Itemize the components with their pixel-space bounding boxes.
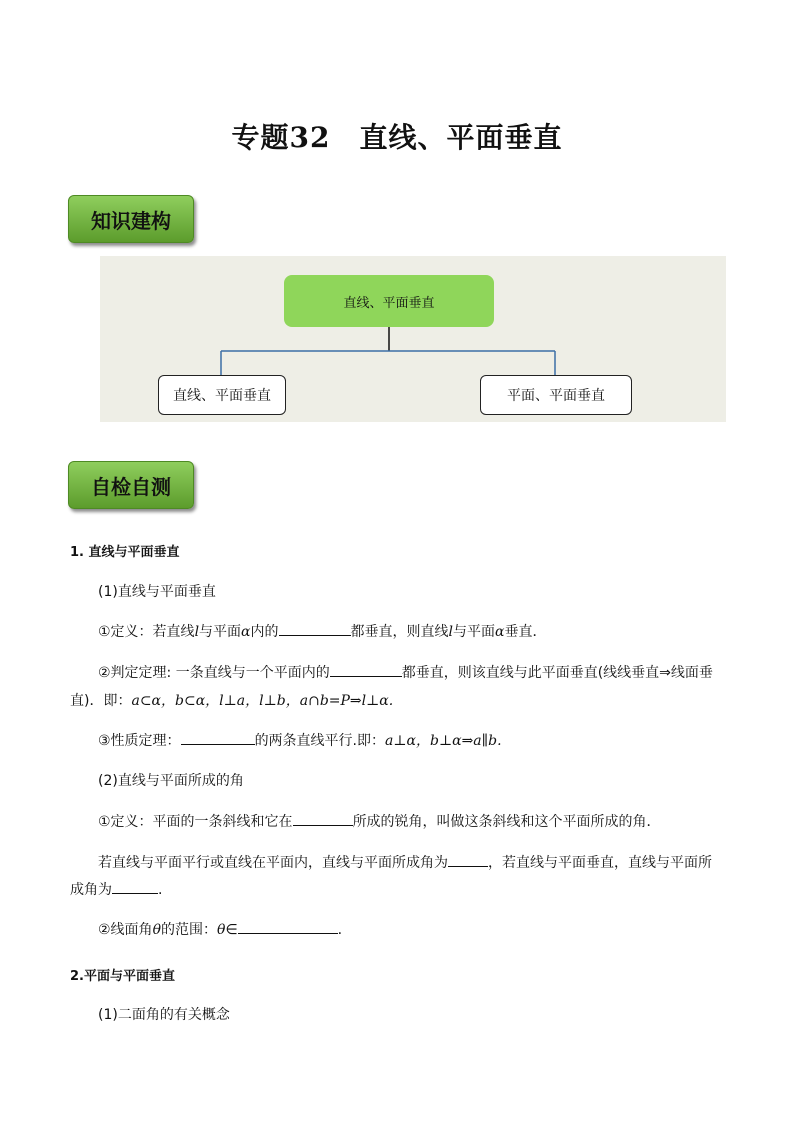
section-tag-selfcheck: 自检自测 — [68, 461, 194, 509]
definition-line: ①定义：若直线l与平面α内的 都垂直，则直线l与平面α垂直． — [98, 620, 726, 644]
blank-5[interactable] — [448, 852, 488, 867]
theorem-line-1: ②判定定理: 一条直线与一个平面内的 都垂直，则该直线与此平面垂直(线线垂直⇒线面垂 — [98, 661, 726, 685]
diagram-left-node: 直线、平面垂直 — [158, 375, 286, 415]
blank-4[interactable] — [293, 811, 353, 826]
page-title: 专题32 直线、平面垂直 — [231, 121, 563, 154]
knowledge-diagram — [100, 256, 726, 422]
angle-rule-line-1: 若直线与平面平行或直线在平面内，直线与平面所成角为 ，若直线与平面垂直，直线与平面所 — [98, 851, 726, 875]
heading-plane-plane-perpendicular: 2.平面与平面垂直 — [70, 969, 175, 984]
blank-6[interactable] — [112, 879, 158, 894]
subheading-dihedral: (1)二面角的有关概念 — [98, 1007, 230, 1023]
subheading-angle: (2)直线与平面所成的角 — [98, 773, 244, 789]
blank-7[interactable] — [238, 919, 338, 934]
theorem-line-2: 直)．即：a⊂α，b⊂α，l⊥a，l⊥b，a∩b=P⇒l⊥α. — [70, 693, 394, 709]
subheading-line-plane: (1)直线与平面垂直 — [98, 584, 216, 600]
angle-range: ②线面角θ的范围：θ∈ . — [98, 918, 726, 942]
diagram-root-node: 直线、平面垂直 — [284, 275, 494, 327]
blank-1[interactable] — [279, 621, 351, 636]
diagram-right-node: 平面、平面垂直 — [480, 375, 632, 415]
property-line: ③性质定理： 的两条直线平行.即：a⊥α，b⊥α⇒a∥b. — [98, 729, 726, 753]
section-tag-knowledge: 知识建构 — [68, 195, 194, 243]
blank-3[interactable] — [181, 730, 255, 745]
angle-rule-line-2: 成角为 . — [70, 878, 726, 902]
blank-2[interactable] — [330, 662, 402, 677]
angle-definition: ①定义：平面的一条斜线和它在 所成的锐角，叫做这条斜线和这个平面所成的角． — [98, 810, 726, 834]
heading-line-plane-perpendicular: 1. 直线与平面垂直 — [70, 545, 180, 560]
